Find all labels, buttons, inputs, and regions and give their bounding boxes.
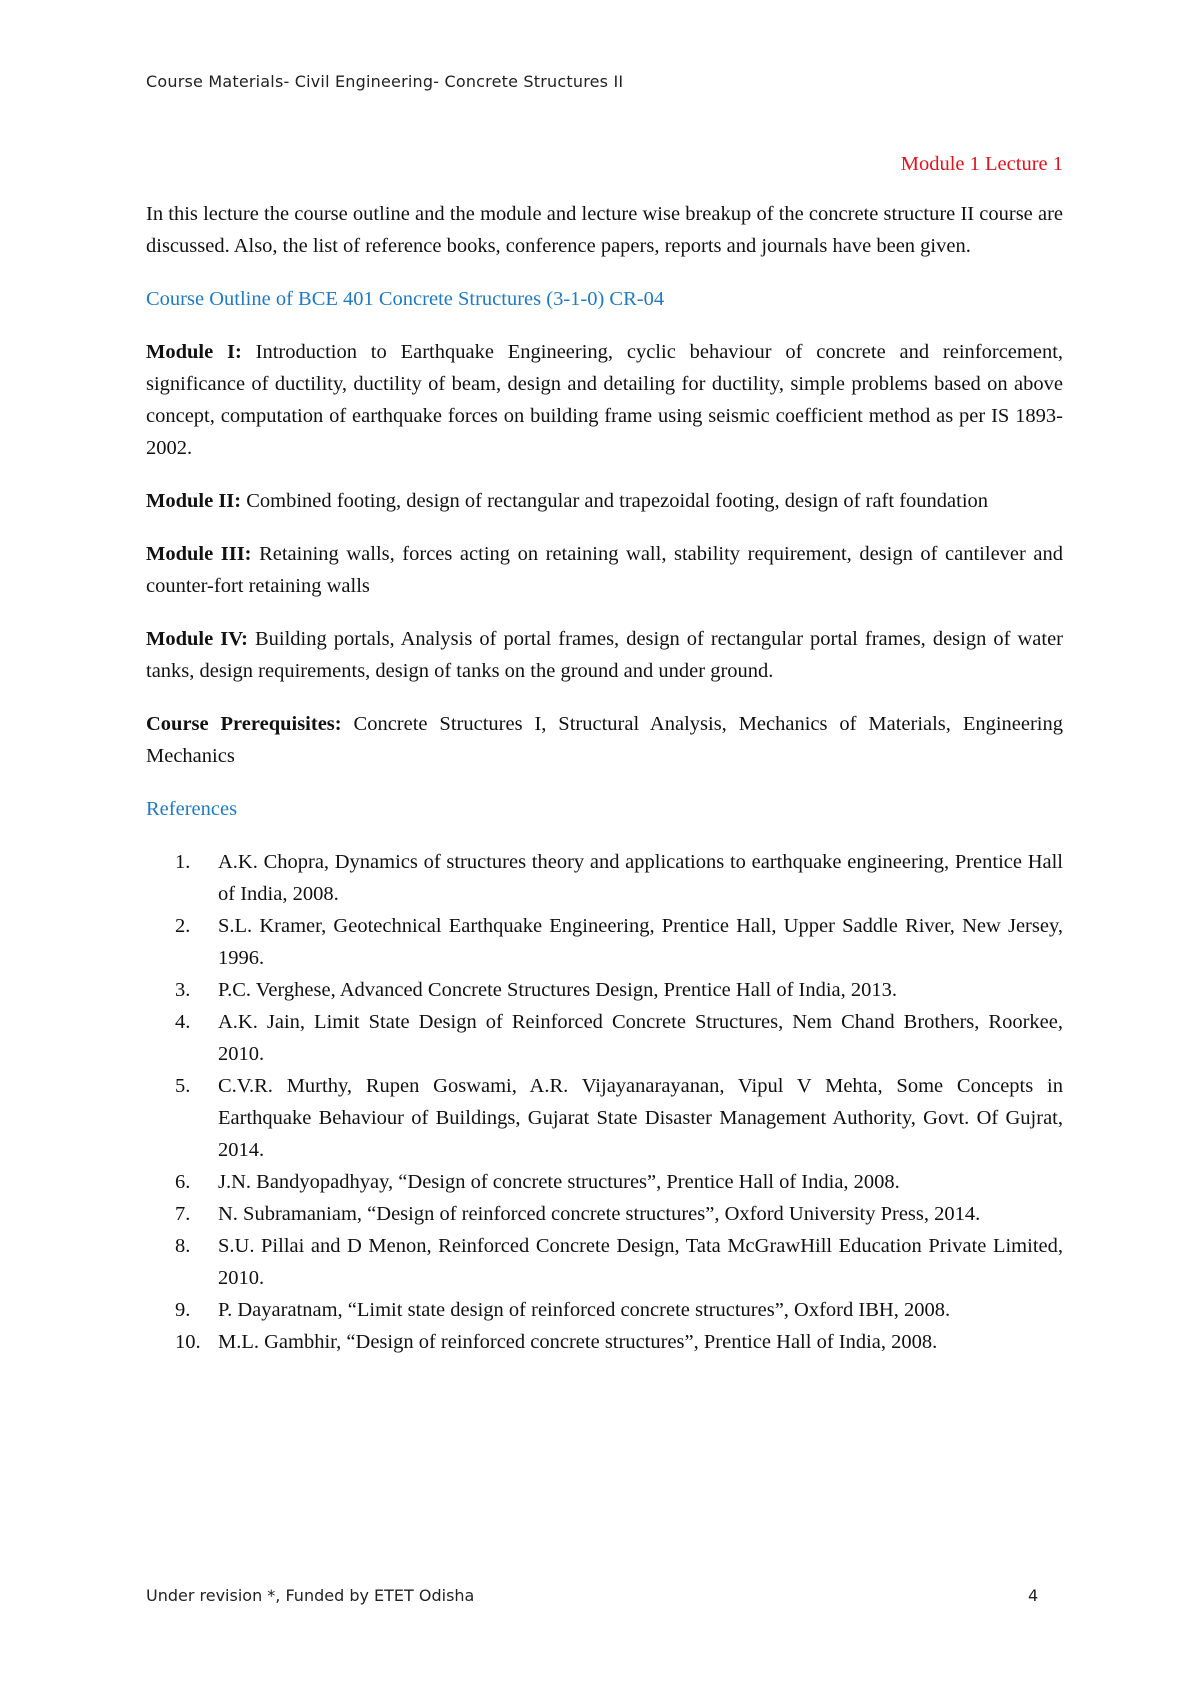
module-3-paragraph (146, 538, 1063, 602)
reference-item (146, 1166, 1063, 1198)
reference-text: N. Subramaniam, “Design of reinforced concrete structures”, Oxford University Press, 2014. (218, 1203, 981, 1225)
reference-text: P.C. Verghese, Advanced Concrete Structures Design, Prentice Hall of India, 2013. (218, 979, 898, 1001)
module-3-text: Retaining walls, forces acting on retaining wall, stability requirement, design of cantilever and counter-fort retaining walls (146, 543, 1063, 597)
reference-text: A.K. Jain, Limit State Design of Reinforced Concrete Structures, Nem Chand Brothers, Roorkee, 2010. (218, 1011, 1063, 1065)
reference-text: A.K. Chopra, Dynamics of structures theory and applications to earthquake engineering, Prentice Hall of India, 2008. (218, 851, 1063, 905)
reference-text: P. Dayaratnam, “Limit state design of reinforced concrete structures”, Oxford IBH, 2008. (218, 1299, 951, 1321)
page-content (146, 148, 1063, 1358)
module-2-label: Module II: (146, 490, 242, 512)
reference-item (146, 1198, 1063, 1230)
reference-item (146, 1230, 1063, 1294)
reference-text: M.L. Gambhir, “Design of reinforced concrete structures”, Prentice Hall of India, 2008. (218, 1331, 938, 1353)
module-2-paragraph (146, 485, 1063, 517)
prerequisites-label: Course Prerequisites: (146, 713, 342, 735)
reference-text: S.L. Kramer, Geotechnical Earthquake Engineering, Prentice Hall, Upper Saddle River, New Jersey, 1996. (218, 915, 1063, 969)
reference-text: J.N. Bandyopadhyay, “Design of concrete structures”, Prentice Hall of India, 2008. (218, 1171, 900, 1193)
page-footer-text: Under revision *, Funded by ETET Odisha (146, 1586, 475, 1605)
module-4-label: Module IV: (146, 628, 248, 650)
module-heading: Module 1 Lecture 1 (900, 153, 1063, 175)
reference-number: 6. (175, 1171, 191, 1193)
reference-number: 1. (175, 851, 191, 873)
intro-paragraph: In this lecture the course outline and the module and lecture wise breakup of the concrete structure II course are discussed. Also, the list of reference books, conference papers, reports and journals have been given. (146, 203, 1063, 257)
reference-number: 9. (175, 1299, 191, 1321)
module-4-text: Building portals, Analysis of portal frames, design of rectangular portal frames, design of water tanks, design requirements, design of tanks on the ground and under ground. (146, 628, 1063, 682)
reference-number: 4. (175, 1011, 191, 1033)
page-number: 4 (1028, 1586, 1039, 1605)
reference-item (146, 1326, 1063, 1358)
course-outline-heading: Course Outline of BCE 401 Concrete Structures (3-1-0) CR-04 (146, 288, 665, 310)
page-header: Course Materials- Civil Engineering- Concrete Structures II (146, 72, 624, 91)
reference-text: C.V.R. Murthy, Rupen Goswami, A.R. Vijayanarayanan, Vipul V Mehta, Some Concepts in Earthquake Behaviour of Buildings, Gujarat State Disaster Management Authority, Govt. Of Gujrat, 2014. (218, 1075, 1063, 1161)
reference-number: 8. (175, 1235, 191, 1257)
references-list (146, 846, 1063, 1358)
references-heading: References (146, 798, 238, 820)
reference-number: 7. (175, 1203, 191, 1225)
reference-text: S.U. Pillai and D Menon, Reinforced Concrete Design, Tata McGrawHill Education Private Limited, 2010. (218, 1235, 1063, 1289)
reference-item (146, 910, 1063, 974)
reference-item (146, 846, 1063, 910)
reference-number: 5. (175, 1075, 191, 1097)
module-1-label: Module I: (146, 341, 242, 363)
reference-number: 10. (175, 1331, 201, 1353)
reference-number: 2. (175, 915, 191, 937)
reference-number: 3. (175, 979, 191, 1001)
reference-item (146, 1070, 1063, 1166)
module-3-label: Module III: (146, 543, 252, 565)
reference-item (146, 1294, 1063, 1326)
reference-item (146, 974, 1063, 1006)
reference-item (146, 1006, 1063, 1070)
module-2-text: Combined footing, design of rectangular and trapezoidal footing, design of raft foundation (246, 490, 989, 512)
prerequisites-text: Concrete Structures I, Structural Analysis, Mechanics of Materials, Engineering Mechanics (146, 713, 1064, 767)
module-1-paragraph (146, 336, 1063, 464)
prerequisites-paragraph (146, 708, 1063, 772)
module-1-text: Introduction to Earthquake Engineering, cyclic behaviour of concrete and reinforcement, significance of ductility, ductility of beam, design and detailing for ductility, simple problems based on above concept, computation of earthquake forces on building frame using seismic coefficient method as per IS 1893-2002. (146, 341, 1064, 459)
module-4-paragraph (146, 623, 1063, 687)
